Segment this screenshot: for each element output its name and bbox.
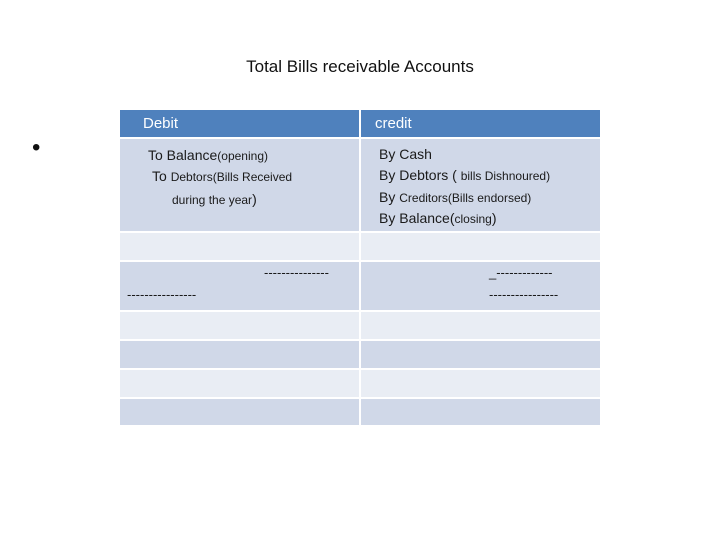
table-row [120, 339, 600, 368]
credit-dash-top: _------------- [489, 265, 553, 280]
table-row [120, 231, 600, 260]
table-row [120, 310, 600, 339]
debit-header-cell [120, 110, 361, 137]
credit-line-cash: By Cash [379, 146, 432, 162]
credit-dash-bottom: ---------------- [489, 287, 559, 302]
debit-dash-bottom: ---------------- [127, 287, 197, 302]
bullet-marker: • [32, 134, 41, 161]
debit-entries-cell [120, 137, 361, 231]
debit-dash-top: --------------- [264, 265, 329, 280]
table-row [120, 397, 600, 425]
debit-line-during-year: during the year) [172, 191, 257, 207]
table-cell [120, 339, 361, 368]
table-cell [120, 310, 361, 339]
page-title: Total Bills receivable Accounts [246, 57, 474, 76]
table-row [120, 137, 600, 231]
ledger-table [120, 110, 600, 425]
credit-header: credit [375, 115, 412, 132]
table-row [120, 368, 600, 397]
table-row [120, 260, 600, 310]
debit-total-cell [120, 260, 361, 310]
table-cell [361, 310, 600, 339]
debit-line-balance: To Balance(opening) [148, 147, 268, 163]
credit-line-debtors: By Debtors ( bills Dishnoured) [379, 167, 551, 183]
table-cell [361, 231, 600, 260]
table-header-row [120, 110, 600, 137]
table-cell [361, 397, 600, 425]
debit-header: Debit [143, 115, 179, 132]
table-cell [361, 368, 600, 397]
credit-entries-cell [361, 137, 600, 231]
table-cell [120, 368, 361, 397]
credit-line-creditors: By Creditors(Bills endorsed) [379, 189, 532, 205]
credit-header-cell [361, 110, 600, 137]
table-cell [361, 339, 600, 368]
table-cell [120, 397, 361, 425]
table-cell [120, 231, 361, 260]
debit-line-debtors: To Debtors(Bills Received [152, 168, 293, 184]
credit-line-balance: By Balance(closing) [379, 210, 497, 226]
credit-total-cell [361, 260, 600, 310]
